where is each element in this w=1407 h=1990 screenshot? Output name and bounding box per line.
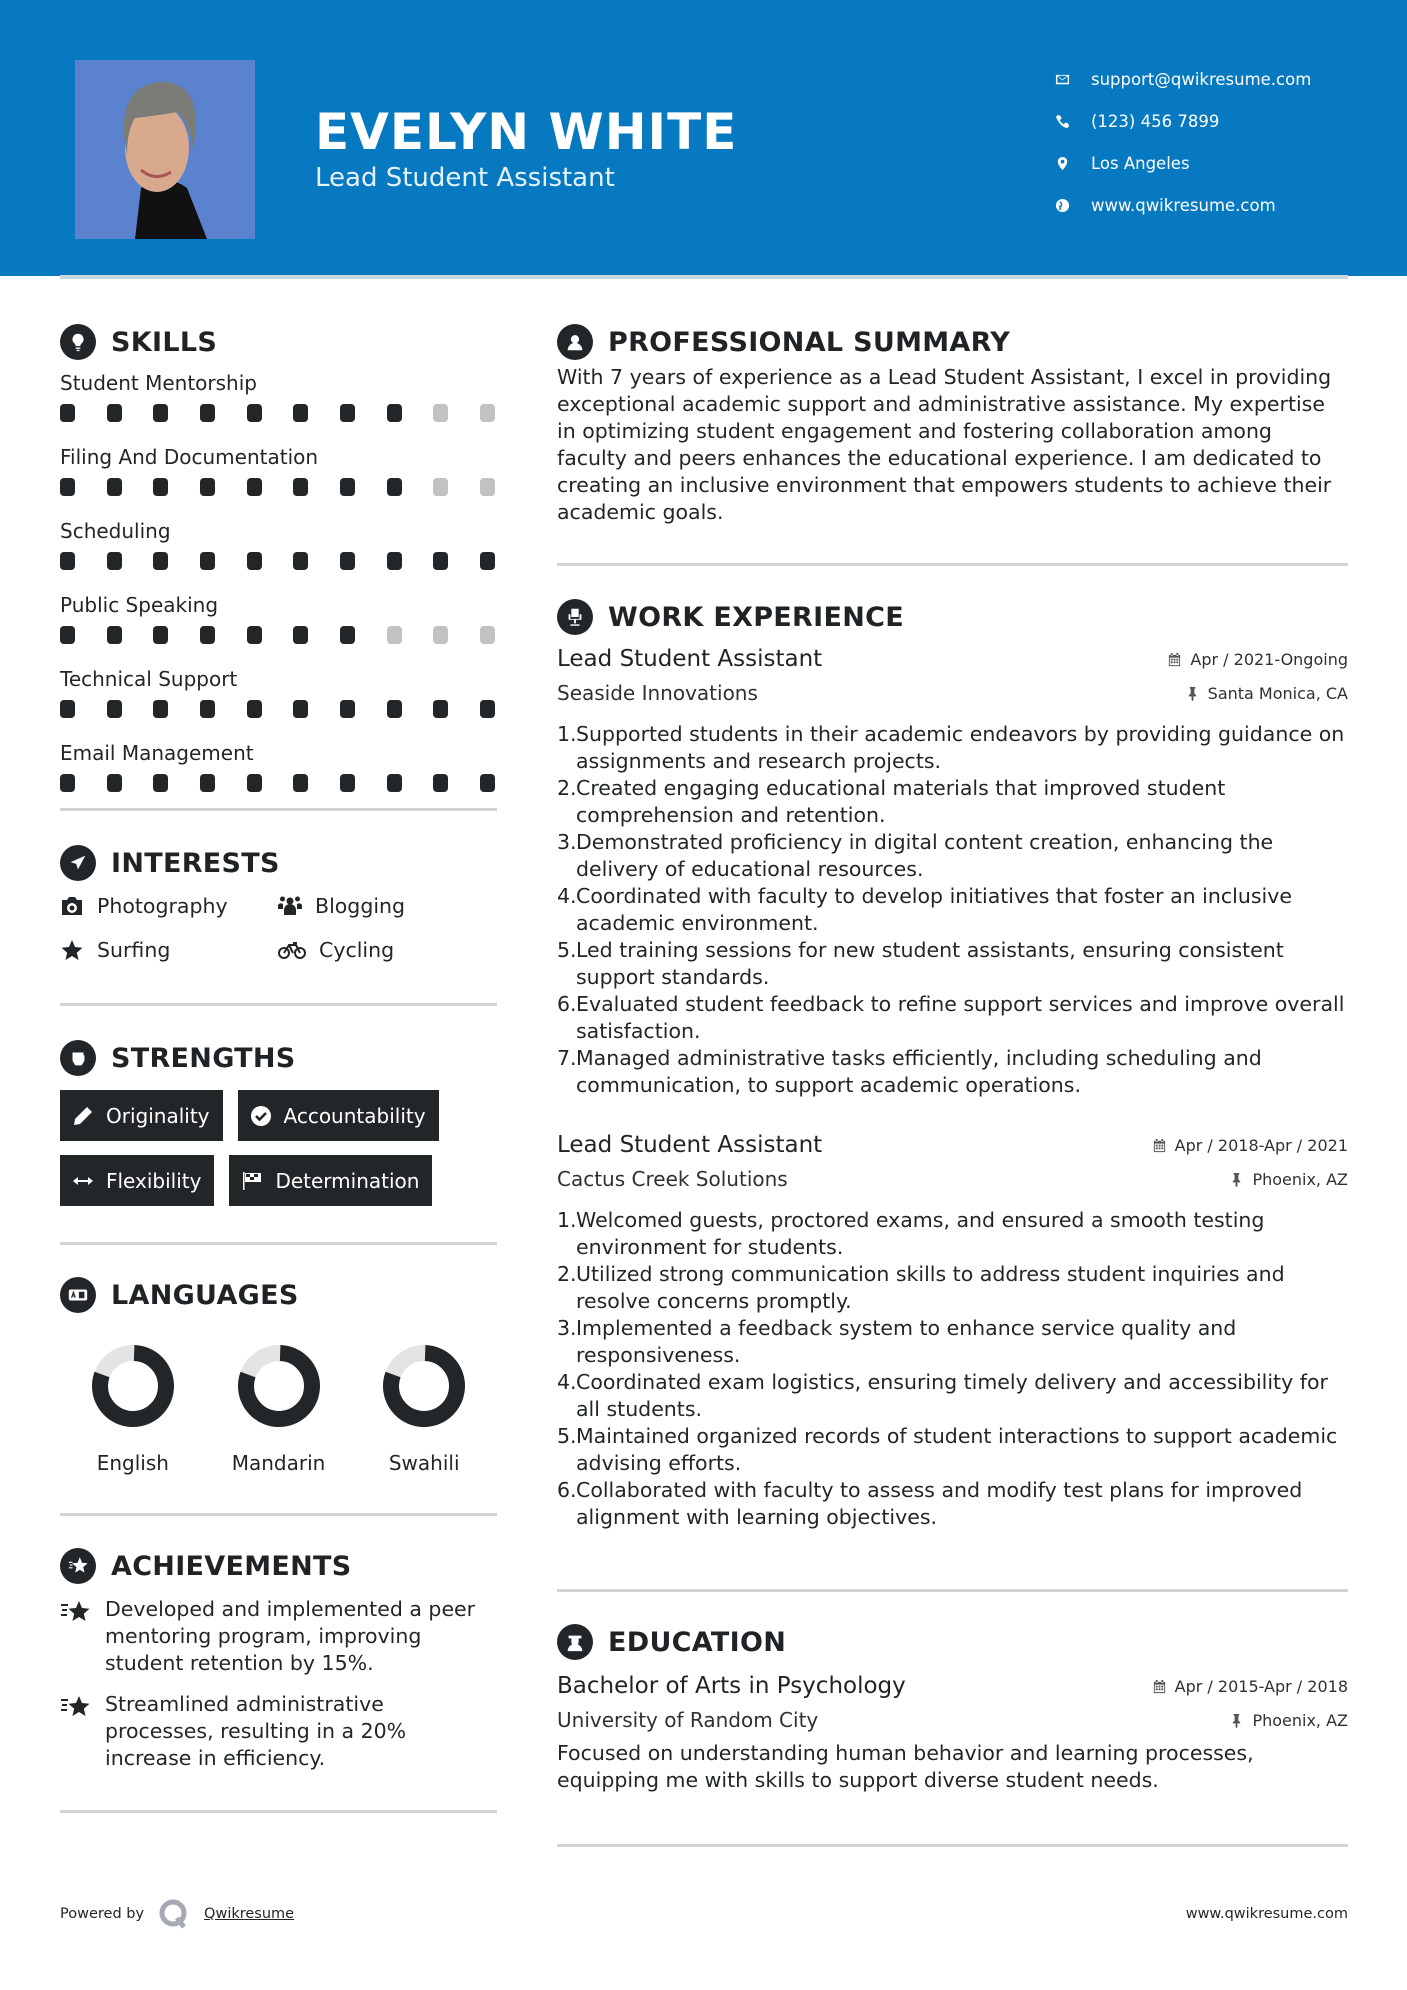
duty-number: 2. [557, 1262, 577, 1286]
rating-dot-filled [247, 774, 262, 792]
education-description: Focused on understanding human behavior and learning processes, equipping me with skills to support diverse student needs. [557, 1741, 1254, 1792]
rating-dot-filled [340, 478, 355, 496]
contact-email-text: support@qwikresume.com [1091, 69, 1312, 89]
duty-text: Coordinated with faculty to develop initiatives that foster an inclusive academic environment. [576, 884, 1292, 935]
duty-text: Collaborated with faculty to assess and modify test plans for improved alignment with learning objectives. [576, 1478, 1303, 1529]
rating-dot-filled [200, 404, 215, 422]
strength-tag [238, 1090, 439, 1141]
rating-dot-filled [340, 552, 355, 570]
interests-heading: INTERESTS [111, 847, 280, 879]
skill-rating [60, 774, 497, 792]
strength-label: Originality [106, 1103, 210, 1128]
duty-text: Supported students in their academic endeavors by providing guidance on assignments and research projects. [576, 722, 1345, 773]
powered-by-text: Powered by [60, 1906, 145, 1922]
shooting-star-icon [60, 1598, 92, 1626]
pencil-icon [72, 1105, 94, 1127]
duty-text: Coordinated exam logistics, ensuring timely delivery and accessibility for all students. [576, 1370, 1328, 1421]
job-location [1229, 1170, 1348, 1189]
interest-item [60, 935, 278, 965]
rating-dot-filled [60, 700, 75, 718]
calendar-icon [1167, 652, 1182, 667]
star-badge-icon [67, 1555, 89, 1577]
profile-photo [75, 60, 255, 239]
language-proficiency-donut [381, 1343, 467, 1429]
language-proficiency-donut [90, 1343, 176, 1429]
skill-rating [60, 552, 497, 570]
job-location [1185, 684, 1348, 703]
contact-website[interactable] [1055, 184, 1311, 226]
rating-dot-filled [200, 626, 215, 644]
strengths-list [60, 1090, 497, 1206]
contact-phone[interactable] [1055, 100, 1311, 142]
rating-dot-filled [293, 626, 308, 644]
duty-text: Utilized strong communication skills to address student inquiries and resolve concerns promptly. [576, 1262, 1285, 1313]
duty-item [557, 1045, 1348, 1099]
candidate-name: EVELYN WHITE [315, 103, 738, 161]
job-dates [1167, 650, 1348, 669]
rating-dot-empty [433, 478, 448, 496]
contact-location-text: Los Angeles [1091, 153, 1190, 173]
rating-dot-filled [60, 404, 75, 422]
right-column [557, 320, 1348, 1847]
job-dates-text: Apr / 2021-Ongoing [1190, 649, 1348, 669]
duty-item [557, 1423, 1348, 1477]
paper-plane-icon [67, 852, 89, 874]
interest-item [60, 891, 278, 921]
duty-item [557, 1207, 1348, 1261]
rating-dot-filled [387, 404, 402, 422]
rating-dot-filled [293, 552, 308, 570]
duty-item [557, 883, 1348, 937]
rating-dot-filled [340, 774, 355, 792]
office-chair-icon [564, 606, 586, 628]
skills-list [60, 366, 497, 810]
footer-website[interactable]: www.qwikresume.com [1185, 1906, 1348, 1922]
job-location-text: Santa Monica, CA [1207, 683, 1348, 703]
duty-number: 3. [557, 1316, 577, 1340]
duty-item [557, 721, 1348, 775]
rating-dot-filled [60, 774, 75, 792]
language-name: English [96, 1451, 169, 1475]
contact-location [1055, 142, 1311, 184]
strength-label: Flexibility [106, 1168, 202, 1193]
education-heading: EDUCATION [608, 1626, 787, 1658]
summary-section [557, 320, 1348, 526]
languages-list [60, 1343, 497, 1475]
users-icon [278, 895, 302, 917]
user-icon [564, 331, 586, 353]
skill-name: Email Management [60, 741, 254, 765]
interest-item [278, 935, 496, 965]
section-divider [60, 808, 497, 811]
rating-dot-filled [107, 552, 122, 570]
skills-section [60, 320, 497, 810]
interest-label: Cycling [319, 938, 395, 962]
rating-dot-filled [293, 478, 308, 496]
section-divider [557, 1844, 1348, 1847]
rating-dot-filled [200, 700, 215, 718]
rating-dot-filled [153, 404, 168, 422]
check-circle-icon [250, 1105, 272, 1127]
duty-text: Created engaging educational materials that improved student comprehension and retention. [576, 776, 1226, 827]
duty-number: 2. [557, 776, 577, 800]
skill-rating [60, 404, 497, 422]
rating-dot-filled [107, 700, 122, 718]
qwikresume-logo-icon [158, 1898, 190, 1930]
rating-dot-filled [480, 700, 495, 718]
language-name: Mandarin [231, 1451, 326, 1475]
duty-number: 1. [557, 1208, 577, 1232]
phone-icon [1055, 114, 1070, 129]
school-name: University of Random City [557, 1708, 819, 1732]
rating-dot-filled [387, 478, 402, 496]
map-marker-icon [1055, 156, 1070, 171]
skill-rating [60, 700, 497, 718]
skill-rating [60, 626, 497, 644]
duty-number: 5. [557, 938, 577, 962]
skill-item [60, 440, 497, 514]
skill-item [60, 366, 497, 440]
achievements-heading: ACHIEVEMENTS [111, 1550, 352, 1582]
star-icon [60, 939, 84, 961]
rating-dot-filled [107, 404, 122, 422]
education-dates-text: Apr / 2015-Apr / 2018 [1174, 1676, 1348, 1696]
skill-item [60, 736, 497, 810]
duty-item [557, 775, 1348, 829]
rating-dot-filled [60, 478, 75, 496]
strengths-section [60, 1036, 497, 1206]
duty-item [557, 1369, 1348, 1423]
strength-tag [229, 1155, 432, 1206]
duty-number: 7. [557, 1046, 577, 1070]
achievement-item [60, 1691, 497, 1772]
candidate-title: Lead Student Assistant [315, 163, 615, 193]
language-proficiency-donut [236, 1343, 322, 1429]
rating-dot-filled [247, 552, 262, 570]
duty-text: Welcomed guests, proctored exams, and ensured a smooth testing environment for students. [576, 1208, 1265, 1259]
rating-dot-filled [153, 478, 168, 496]
skill-name: Filing And Documentation [60, 445, 319, 469]
section-divider [60, 1242, 497, 1245]
rating-dot-filled [107, 774, 122, 792]
degree-title: Bachelor of Arts in Psychology [557, 1673, 906, 1699]
duty-item [557, 1477, 1348, 1531]
job-dates-text: Apr / 2018-Apr / 2021 [1174, 1135, 1348, 1155]
rating-dot-filled [293, 700, 308, 718]
job-duties [557, 1207, 1348, 1531]
education-location [1229, 1711, 1348, 1730]
section-divider [557, 563, 1348, 566]
rating-dot-filled [107, 478, 122, 496]
section-divider [60, 1810, 497, 1813]
rating-dot-filled [480, 774, 495, 792]
rating-dot-filled [153, 700, 168, 718]
interest-item [278, 891, 496, 921]
envelope-icon [1055, 72, 1070, 87]
skill-name: Student Mentorship [60, 371, 257, 395]
experience-section [557, 595, 1348, 1531]
strengths-heading: STRENGTHS [111, 1042, 296, 1074]
skill-name: Public Speaking [60, 593, 219, 617]
company-name: Cactus Creek Solutions [557, 1167, 788, 1191]
language-item [206, 1343, 352, 1475]
globe-icon [1055, 198, 1070, 213]
rating-dot-filled [433, 700, 448, 718]
lightbulb-icon [67, 331, 89, 353]
company-name: Seaside Innovations [557, 681, 758, 705]
flag-checkered-icon [241, 1170, 263, 1192]
education-location-text: Phoenix, AZ [1252, 1710, 1348, 1730]
resume-header [0, 0, 1407, 276]
rating-dot-filled [107, 626, 122, 644]
duty-text: Led training sessions for new student assistants, ensuring consistent support standards. [576, 938, 1284, 989]
achievement-text: Streamlined administrative processes, resulting in a 20% increase in efficiency. [105, 1692, 407, 1770]
rating-dot-filled [293, 774, 308, 792]
qwikresume-link[interactable]: Qwikresume [204, 1906, 295, 1922]
rating-dot-filled [153, 552, 168, 570]
rating-dot-filled [433, 552, 448, 570]
rating-dot-filled [387, 774, 402, 792]
duty-text: Demonstrated proficiency in digital content creation, enhancing the delivery of educational resources. [576, 830, 1274, 881]
duty-number: 6. [557, 992, 577, 1016]
rating-dot-filled [340, 404, 355, 422]
section-divider [60, 1513, 497, 1516]
achievement-item [60, 1596, 497, 1677]
achievement-text: Developed and implemented a peer mentoring program, improving student retention by 15%. [105, 1597, 476, 1675]
duty-item [557, 937, 1348, 991]
rating-dot-filled [60, 552, 75, 570]
rating-dot-filled [200, 478, 215, 496]
job-entry [557, 1127, 1348, 1531]
rating-dot-empty [480, 478, 495, 496]
duty-item [557, 1261, 1348, 1315]
rating-dot-filled [480, 552, 495, 570]
duty-item [557, 829, 1348, 883]
languages-section [60, 1273, 497, 1475]
duty-text: Implemented a feedback system to enhance service quality and responsiveness. [576, 1316, 1237, 1367]
language-icon [67, 1284, 89, 1306]
camera-icon [60, 895, 84, 917]
arrows-horizontal-icon [72, 1170, 94, 1192]
job-title: Lead Student Assistant [557, 646, 823, 672]
contact-list [1055, 58, 1311, 226]
bicycle-icon [278, 939, 306, 961]
experience-heading: WORK EXPERIENCE [608, 601, 904, 633]
achievements-section [60, 1544, 497, 1772]
duty-number: 4. [557, 1370, 577, 1394]
job-title: Lead Student Assistant [557, 1132, 823, 1158]
skill-name: Technical Support [60, 667, 238, 691]
fist-icon [67, 1047, 89, 1069]
pushpin-icon [1185, 686, 1200, 701]
languages-heading: LANGUAGES [111, 1279, 299, 1311]
rating-dot-filled [387, 700, 402, 718]
rating-dot-empty [480, 404, 495, 422]
interest-label: Blogging [315, 894, 406, 918]
contact-website-text: www.qwikresume.com [1091, 195, 1276, 215]
skill-name: Scheduling [60, 519, 171, 543]
duty-number: 5. [557, 1424, 577, 1448]
contact-phone-text: (123) 456 7899 [1091, 111, 1220, 131]
shooting-star-icon [60, 1693, 92, 1721]
pushpin-icon [1229, 1172, 1244, 1187]
duty-item [557, 991, 1348, 1045]
rating-dot-empty [387, 626, 402, 644]
job-duties [557, 721, 1348, 1099]
calendar-icon [1152, 1138, 1167, 1153]
language-item [60, 1343, 206, 1475]
duty-number: 1. [557, 722, 577, 746]
job-dates [1152, 1136, 1348, 1155]
footer-powered-by [60, 1898, 294, 1930]
calendar-icon [1152, 1679, 1167, 1694]
left-column [60, 320, 497, 1813]
header-divider [60, 275, 1348, 279]
rating-dot-filled [433, 774, 448, 792]
rating-dot-filled [247, 700, 262, 718]
interests-section [60, 841, 497, 965]
rating-dot-filled [340, 626, 355, 644]
job-location-text: Phoenix, AZ [1252, 1169, 1348, 1189]
jobs-list [557, 641, 1348, 1531]
rating-dot-filled [200, 774, 215, 792]
interest-label: Photography [97, 894, 228, 918]
duty-item [557, 1315, 1348, 1369]
pushpin-icon [1229, 1713, 1244, 1728]
skill-rating [60, 478, 497, 496]
duty-number: 4. [557, 884, 577, 908]
portrait-image [75, 60, 255, 239]
education-dates [1152, 1677, 1348, 1696]
duty-text: Evaluated student feedback to refine support services and improve overall satisfaction. [576, 992, 1345, 1043]
rating-dot-empty [480, 626, 495, 644]
summary-heading: PROFESSIONAL SUMMARY [608, 326, 1011, 358]
skills-heading: SKILLS [111, 326, 218, 358]
rating-dot-filled [247, 478, 262, 496]
rating-dot-filled [60, 626, 75, 644]
rating-dot-empty [433, 404, 448, 422]
duty-number: 3. [557, 830, 577, 854]
skill-item [60, 588, 497, 662]
rating-dot-filled [153, 626, 168, 644]
duty-number: 6. [557, 1478, 577, 1502]
section-divider [60, 1003, 497, 1006]
duty-text: Maintained organized records of student interactions to support academic advising efforts. [576, 1424, 1338, 1475]
strength-tag [60, 1090, 223, 1141]
summary-text: With 7 years of experience as a Lead Student Assistant, I excel in providing exceptional academic support and administrative assistance. My expertise in optimizing student engagement and fostering collaboration among faculty and peers enhances the educational experience. I am dedicated to creating an inclusive environment that empowers students to achieve their academic goals. [557, 365, 1332, 524]
job-entry [557, 641, 1348, 1099]
skill-item [60, 514, 497, 588]
duty-text: Managed administrative tasks efficiently, including scheduling and communication, to support academic operations. [576, 1046, 1262, 1097]
language-item [351, 1343, 497, 1475]
rating-dot-filled [247, 404, 262, 422]
skill-item [60, 662, 497, 736]
strength-tag [60, 1155, 214, 1206]
language-name: Swahili [388, 1451, 460, 1475]
interests-list [60, 891, 497, 965]
strength-label: Accountability [283, 1103, 426, 1128]
contact-email[interactable] [1055, 58, 1311, 100]
rating-dot-filled [247, 626, 262, 644]
rating-dot-empty [433, 626, 448, 644]
rating-dot-filled [340, 700, 355, 718]
graduate-icon [564, 1631, 586, 1653]
rating-dot-filled [293, 404, 308, 422]
section-divider [557, 1589, 1348, 1592]
rating-dot-filled [153, 774, 168, 792]
rating-dot-filled [387, 552, 402, 570]
strength-label: Determination [275, 1168, 420, 1193]
education-section [557, 1620, 1348, 1794]
rating-dot-filled [200, 552, 215, 570]
interest-label: Surfing [97, 938, 171, 962]
